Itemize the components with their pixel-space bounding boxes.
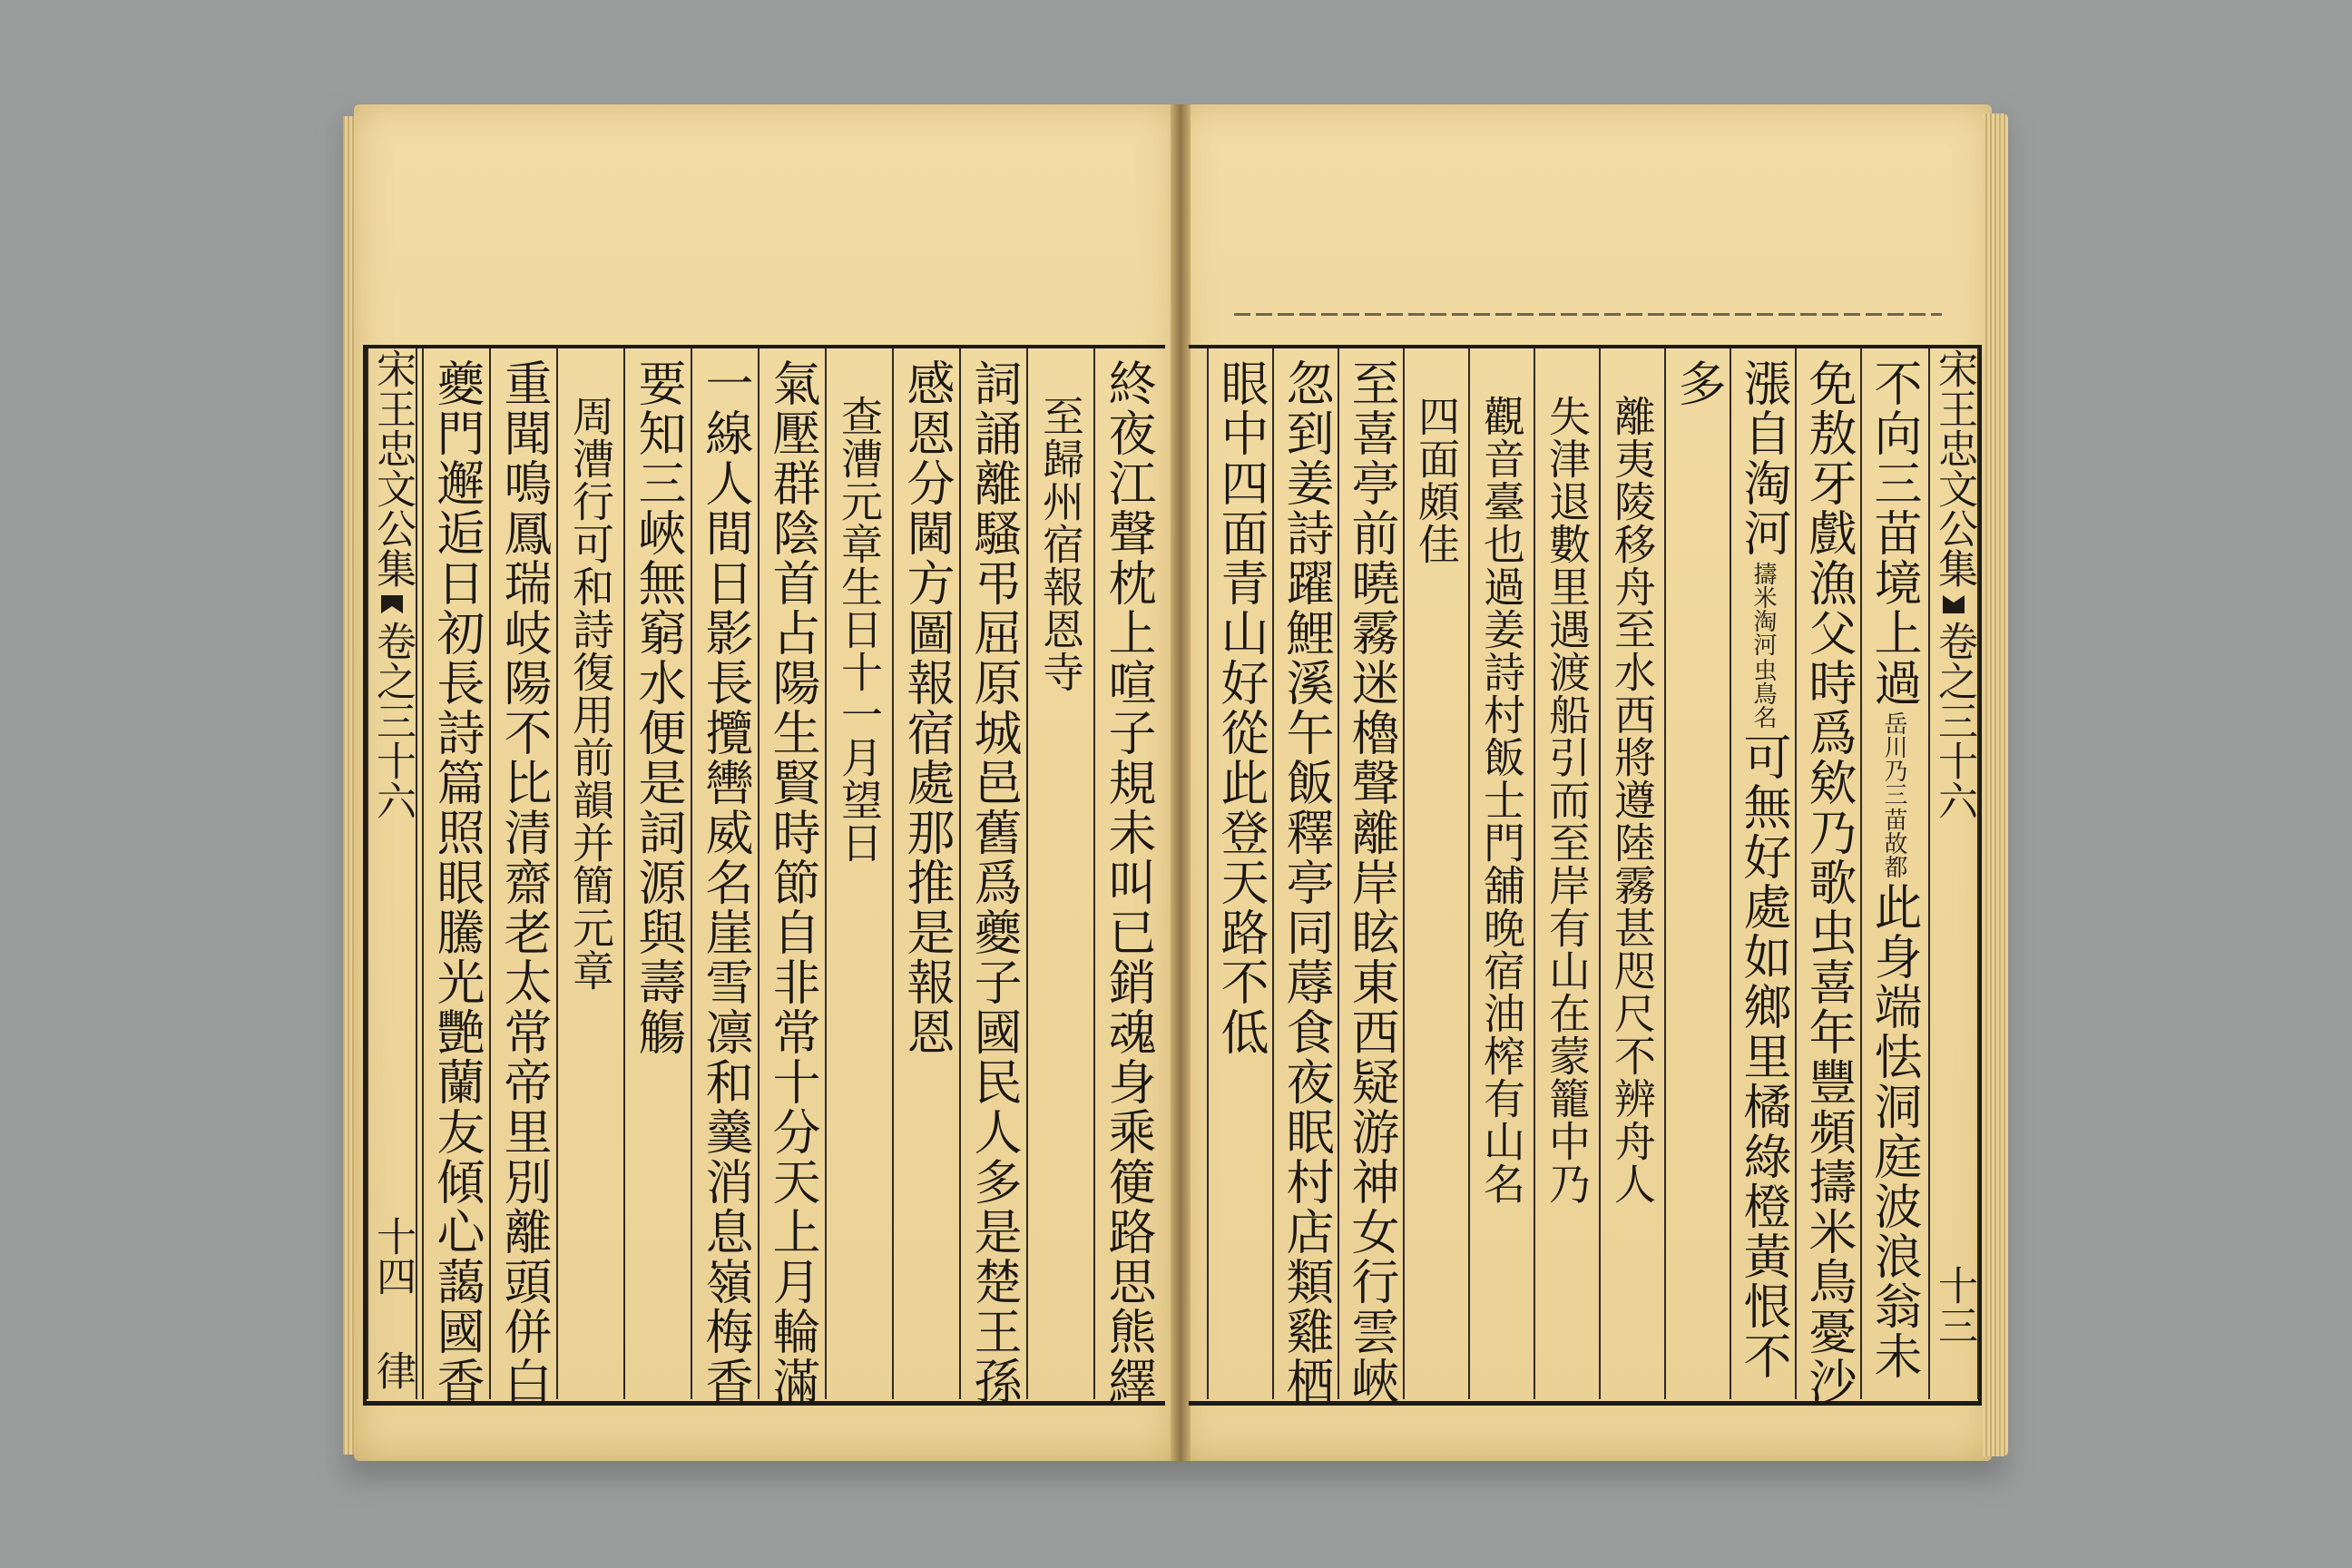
left-page-column-text: 感恩分閫方圖報宿處那推是報恩 — [899, 358, 955, 1057]
right-page-column-text: 多 — [1671, 358, 1726, 408]
right-page-column — [1730, 358, 1796, 1388]
left-page-column-text: 查漕元章生日十一月望日 — [835, 395, 884, 864]
left-page-column — [691, 358, 759, 1406]
right-page-column — [1534, 358, 1600, 1425]
right-page-column-text: 忽到姜詩躍鯉溪午飯釋亭同蓐食夜眠村店類雞栖 — [1279, 358, 1334, 1406]
volume-label: 卷之三十六 — [369, 621, 416, 820]
right-page-edge — [1983, 113, 2008, 1456]
interlinear-note — [1881, 711, 1906, 878]
interlinear-note-line: 擣米淘河 — [1749, 562, 1777, 656]
book-gutter — [1171, 104, 1191, 1461]
section-label: 律 — [369, 1350, 416, 1390]
right-page-column — [1861, 358, 1926, 1388]
right-page-column-text: 四面頗佳 — [1412, 395, 1461, 565]
right-page-column-text-continued: 可無好處如鄉里橘綠橙黃恨不 — [1736, 732, 1791, 1381]
right-page-column — [1665, 358, 1730, 1388]
right-page-column-text: 至喜亭前曉霧迷櫓聲離岸眩東西疑游神女行雲峽 — [1344, 358, 1399, 1406]
fish-tail-mark-icon — [381, 595, 403, 613]
right-page-column-text: 不向三苗境上過 — [1867, 358, 1922, 708]
left-page-column — [423, 358, 490, 1406]
left-page-column-text: 一線人間日影長攬轡威名崖雪凛和羹消息嶺梅香 — [698, 358, 753, 1406]
page-number: 十四 — [369, 1216, 416, 1296]
left-page-column-text: 重聞鳴鳳瑞岐陽不比清齋老太常帝里別離頭併白 — [496, 358, 552, 1406]
left-page-column-text: 終夜江聲枕上喧子規未叫已銷魂身乘箯路思熊繹 — [1101, 358, 1156, 1406]
left-page-column-text: 至歸州宿報恩寺 — [1036, 395, 1085, 693]
left-page-column — [826, 358, 893, 1425]
right-page-margin-spine — [1928, 348, 1979, 1399]
right-page-column-text-continued: 此身端怯洞庭波浪翁未 — [1867, 882, 1922, 1381]
left-page-column — [1094, 358, 1161, 1406]
left-page-column-text: 詞誦離騷弔屈原城邑舊爲夔子國民人多是楚王孫 — [966, 358, 1022, 1406]
book-title: 宋王忠文公集 — [369, 348, 416, 588]
right-page-column — [1404, 358, 1469, 1425]
left-page-column-text: 氣壓群陰首占陽生賢時節自非常十分天上月輪滿 — [765, 358, 820, 1406]
interlinear-note — [1750, 562, 1776, 729]
interlinear-note-line: 虫鳥名 — [1749, 658, 1777, 729]
right-page-column — [1208, 358, 1273, 1388]
left-page-column — [624, 358, 691, 1388]
left-page-column — [893, 358, 960, 1388]
left-page-column-text: 夔門邂逅日初長詩篇照眼騰光艷蘭友傾心藹國香 — [429, 358, 485, 1406]
right-page-column-text: 眼中四面青山好從此登天路不低 — [1213, 358, 1269, 1057]
book-title-right: 宋王忠文公集 — [1931, 348, 1977, 588]
left-page-column — [1027, 358, 1094, 1425]
right-page-column-text: 免敖牙戲漁父時爲欸乃歌虫喜年豐頻擣米鳥憂沙 — [1801, 358, 1857, 1406]
right-page-column — [1469, 358, 1534, 1425]
right-page-column-text: 漲自淘河 — [1736, 358, 1791, 558]
right-page-column — [1338, 358, 1404, 1406]
left-page-margin-spine — [367, 348, 417, 1399]
right-page-column-text: 失津退數里遇渡船引而至岸有山在蒙籠中乃 — [1543, 395, 1592, 1205]
right-page-column — [1273, 358, 1338, 1406]
page-number-right: 十三 — [1931, 1265, 1977, 1345]
volume-label-right: 卷之三十六 — [1931, 621, 1977, 820]
right-page-column — [1796, 358, 1861, 1406]
right-page-column — [1600, 358, 1665, 1425]
right-page-column-text: 離夷陵移舟至水西將遵陸霧甚咫尺不辨舟人 — [1608, 395, 1657, 1205]
column-divider-line — [1207, 348, 1209, 1399]
left-page-column — [759, 358, 826, 1406]
interlinear-note-line: 岳川乃三 — [1880, 711, 1907, 806]
left-page-column — [557, 358, 624, 1425]
fish-tail-mark-icon — [1943, 595, 1965, 613]
faded-top-rule — [1234, 313, 1942, 316]
right-page-column-text: 觀音臺也過姜詩村飯士門舖晚宿油榨有山名 — [1477, 395, 1526, 1205]
left-page-column — [960, 358, 1027, 1406]
interlinear-note-line: 苗故都 — [1880, 808, 1907, 878]
left-page-column-text: 周漕行可和詩復用前韻并簡元章 — [566, 395, 615, 992]
column-divider-line — [422, 348, 424, 1399]
left-page-column — [490, 358, 557, 1406]
left-page-column-text: 要知三峽無窮水便是詞源與壽觴 — [631, 358, 686, 1057]
